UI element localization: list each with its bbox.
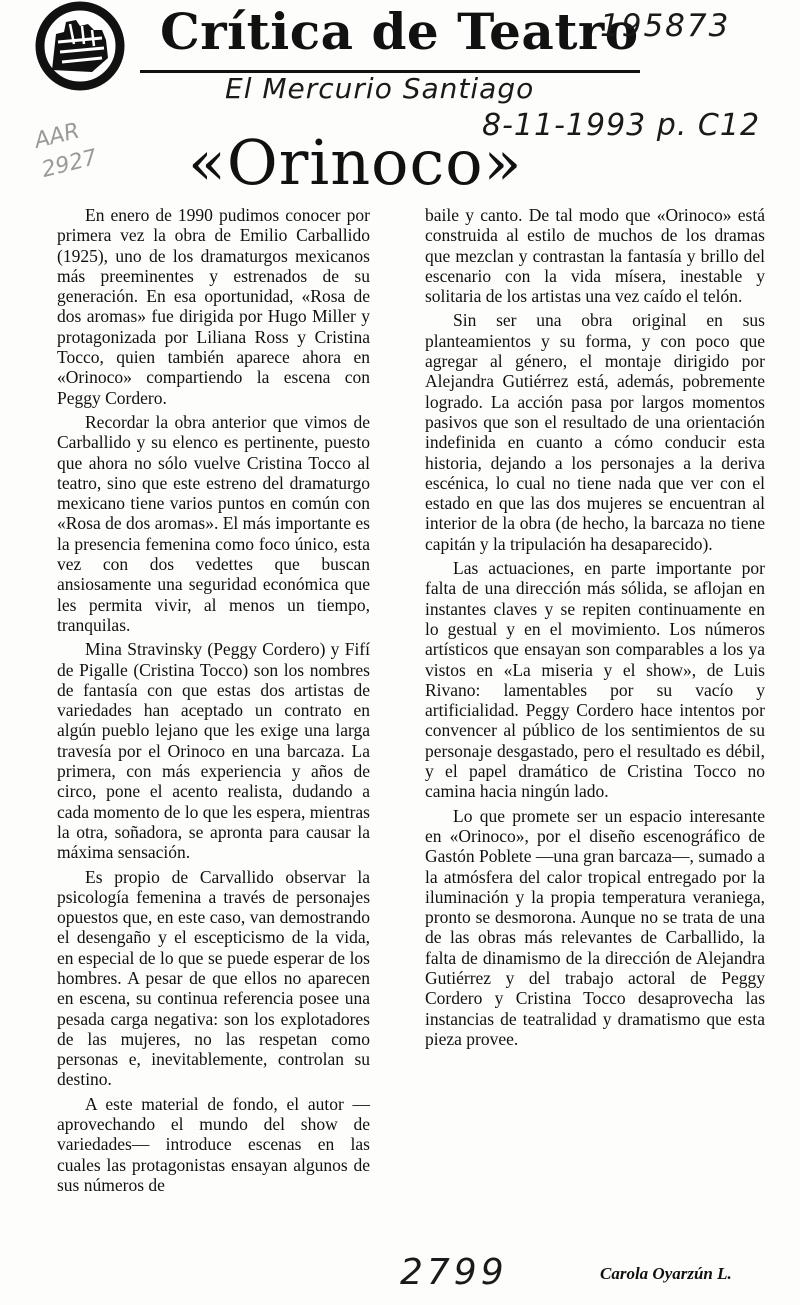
section-title: Crítica de Teatro — [160, 2, 639, 61]
theater-critic-logo — [22, 0, 140, 96]
article-paragraph: A este material de fondo, el autor —aprovechando el mundo del show de variedades— introduce escenas en las cuales las protagonistas ensayan algunos de sus números de — [57, 1093, 370, 1195]
article-paragraph: En enero de 1990 pudimos conocer por primera vez la obra de Emilio Carballido (1925), uno de los dramaturgos mexicanos más preeminentes y estrenados de su generación. En esa oportunidad, «Rosa de dos aromas» fue dirigida por Hugo Miller y protagonizada por Liliana Ross y Cristina Tocco, quien también aparece ahora en «Orinoco» compartiendo la escena con Peggy Cordero. — [57, 205, 370, 408]
article-paragraph: Sin ser una obra original en sus planteamientos y su forma, y con poco que agregar al género, el montaje dirigido por Alejandra Gutiérrez está, además, pobremente logrado. La acción pasa por largos momentos pasivos que son el resultado de una orientación indefinida en cuanto a cómo conducir esta historia, dejando a los personajes a la deriva escénica, lo cual no tiene nada que ver con el estado en que las dos mujeres se encuentran al interior de la obra (de hecho, la barcaza no tiene capitán y la tripulación ha desaparecido). — [425, 310, 765, 554]
handwritten-date: 8-11-1993 p. C12 — [482, 108, 761, 143]
article-column-right — [425, 205, 765, 1049]
article-paragraph: Mina Stravinsky (Peggy Cordero) y Fifí de Pigalle (Cristina Tocco) son los nombres de fantasía con que estas dos artistas de variedades han aceptado un contrato en algún pueblo lejano que les exige una larga travesía por el Orinoco en una barcaza. La primera, con más experiencia y años de circo, pone el acento realista, dudando a cada momento de lo que les espera, mientras la otra, soñadora, se apronta para causar la máxima sensación. — [57, 639, 370, 863]
article-paragraph-continued: baile y canto. De tal modo que «Orinoco» está construida al estilo de muchos de los dramas que mezclan y contrastan la fantasía y brillo del escenario con la vida mísera, inestable y solitaria de los artistas una vez caído el telón. — [425, 205, 765, 307]
article-paragraph: Es propio de Carvallido observar la psicología femenina a través de personajes opuestos que, en este caso, van demostrando el desengaño y el escepticismo de la vida, en especial de lo que se puede esperar de los hombres. A pesar de que ellos no aparecen en escena, su continua referencia posee una pesada carga negativa: son los explotadores de las mujeres, no las respetan como personas e, inevitablemente, controlan su destino. — [57, 866, 370, 1090]
article-paragraph: Recordar la obra anterior que vimos de Carballido y su elenco es pertinente, puesto que ahora no sólo vuelve Cristina Tocco al teatro, sino que este estreno del dramaturgo mexicano tiene varios puntos en común con «Rosa de dos aromas». El más importante es la presencia femenina como foco único, esta vez con dos vedettes que buscan ansiosamente una seguridad económica que les permita vivir, al menos un tiempo, tranquilas. — [57, 411, 370, 635]
article-title: «Orinoco» — [188, 126, 523, 199]
author-byline: Carola Oyarzún L. — [600, 1264, 732, 1283]
faint-pencil-note: AAR 2927 — [32, 118, 100, 183]
article-paragraph: Las actuaciones, en parte importante por falta de una dirección más sólida, se aflojan en instantes claves y se repiten continuamente en lo gestual y en el movimiento. Los números artísticos que ensayan son comparables a los ya vistos en «La miseria y el show», de Luis Rivano: lamentables por su vacío y artificialidad. Peggy Cordero hace intentos por convencer al público de los sentimientos de su personaje desgastado, pero el resultado es débil, y el papel dramático de Cristina Tocco no camina hacia ningún lado. — [425, 558, 765, 802]
handwritten-catalog-number: 195873 — [600, 8, 731, 44]
article-paragraph: Lo que promete ser un espacio interesante en «Orinoco», por el diseño escenográfico de Gastón Poblete —una gran barcaza—, sumado a la atmósfera del calor tropical entregado por la iluminación y la propia temperatura veraniega, pronto se desmorona. Aunque no se trata de una de las obras más relevantes de Carballido, la falta de dinamismo de la dirección de Alejandra Gutiérrez y del trabajo actoral de Peggy Cordero y Cristina Tocco desaprovecha las instancias de teatralidad y dramatismo que esta pieza provee. — [425, 805, 765, 1049]
article-column-left — [57, 205, 370, 1195]
handwritten-bottom-number: 2799 — [400, 1252, 508, 1293]
handwritten-source: El Mercurio Santiago — [225, 72, 535, 105]
